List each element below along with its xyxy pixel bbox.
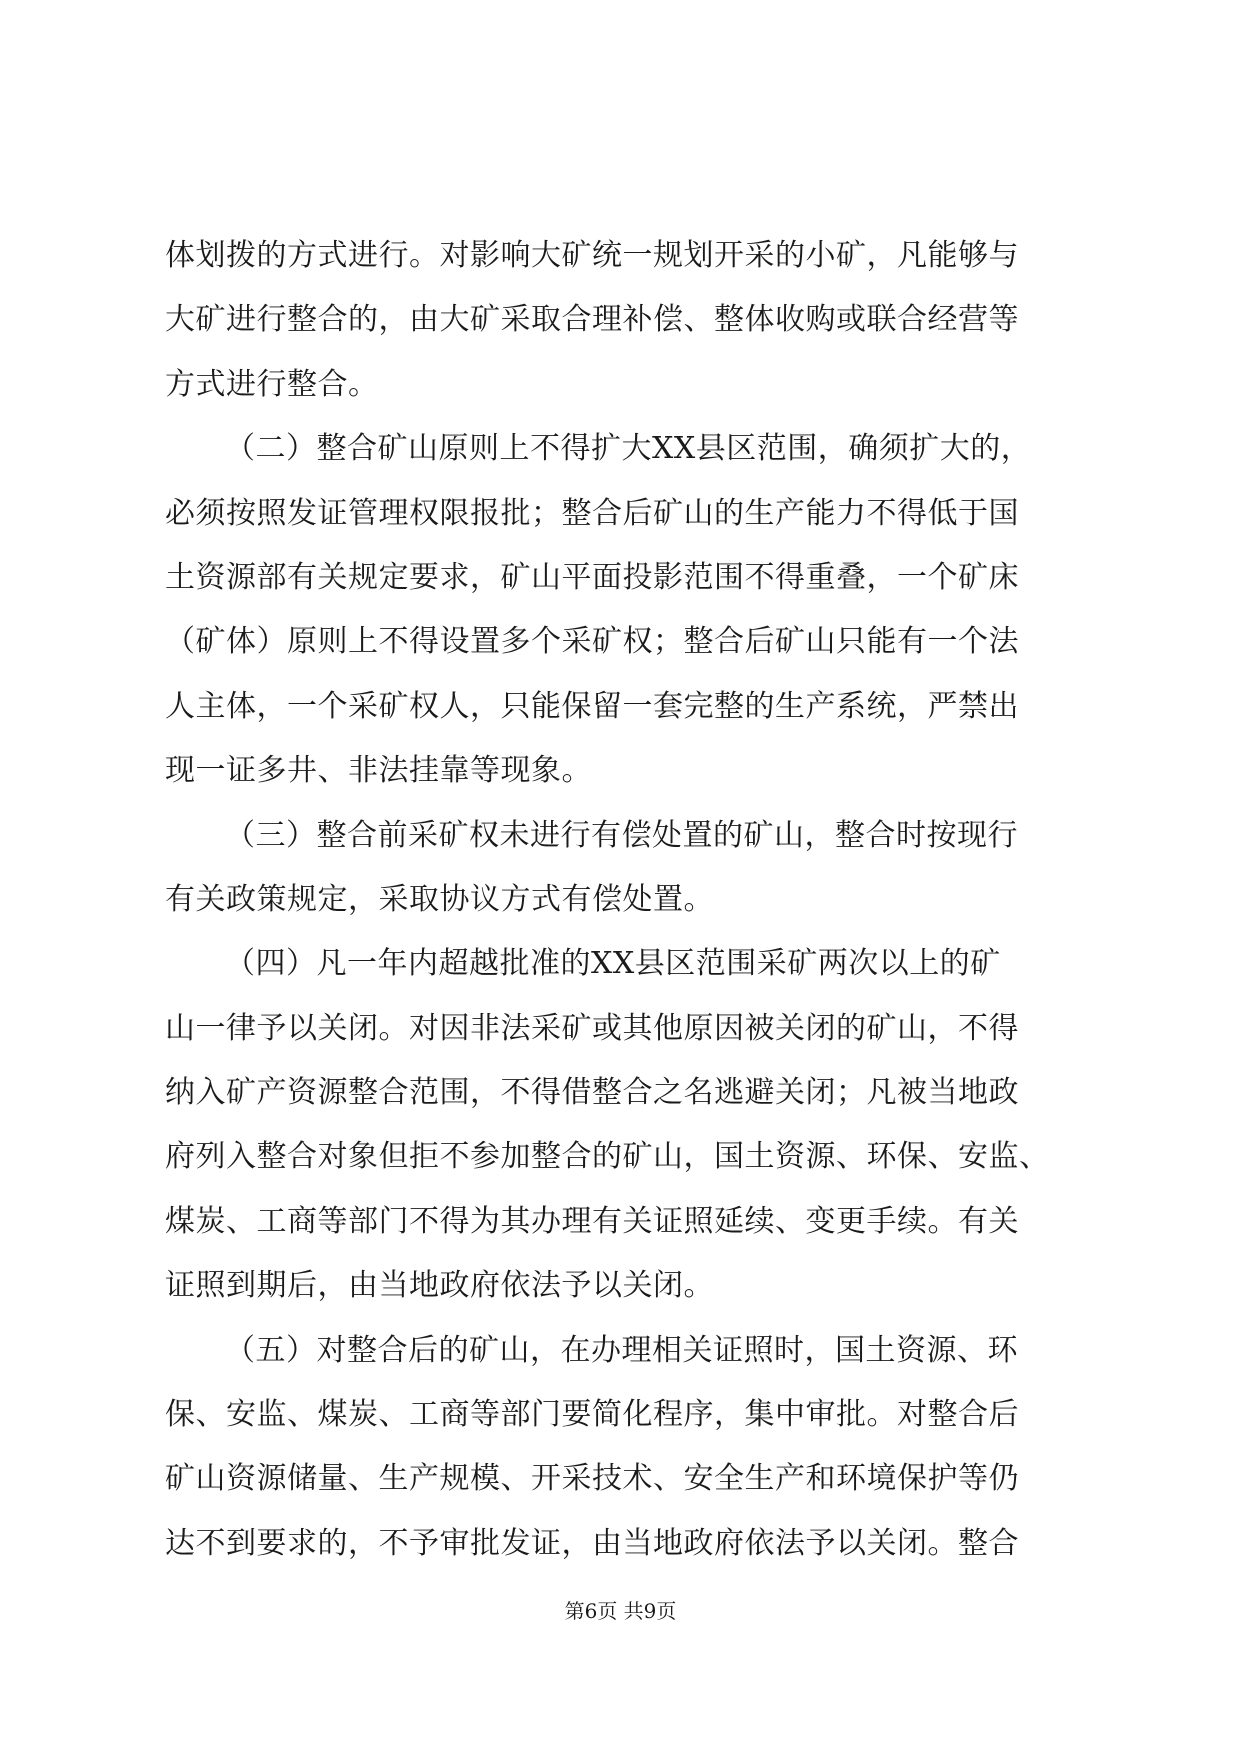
- document-body: [165, 224, 1085, 1576]
- page-footer: 第6页 共9页: [564, 1599, 677, 1623]
- text-line: 方式进行整合。: [165, 366, 379, 402]
- text-line: 府列入整合对象但拒不参加整合的矿山，国土资源、环保、安监、: [165, 1139, 1050, 1175]
- text-line: 保、安监、煤炭、工商等部门要简化程序，集中审批。对整合后: [165, 1397, 1019, 1433]
- text-line: （矿体）原则上不得设置多个采矿权；整合后矿山只能有一个法: [165, 624, 1019, 660]
- text-line: 证照到期后，由当地政府依法予以关闭。: [165, 1268, 714, 1304]
- text-line: 矿山资源储量、生产规模、开采技术、安全生产和环境保护等仍: [165, 1461, 1019, 1497]
- text-line: 现一证多井、非法挂靠等现象。: [165, 753, 592, 789]
- text-line: 煤炭、工商等部门不得为其办理有关证照延续、变更手续。有关: [165, 1203, 1019, 1239]
- text-line: （二）整合矿山原则上不得扩大XX县区范围，确须扩大的，: [225, 431, 1032, 467]
- text-line: （四）凡一年内超越批准的XX县区范围采矿两次以上的矿: [225, 946, 1001, 982]
- text-line: （五）对整合后的矿山，在办理相关证照时，国土资源、环: [225, 1332, 1018, 1368]
- text-line: 有关政策规定，采取协议方式有偿处置。: [165, 881, 714, 917]
- text-line: 纳入矿产资源整合范围，不得借整合之名逃避关闭；凡被当地政: [165, 1075, 1019, 1111]
- text-line: 大矿进行整合的，由大矿采取合理补偿、整体收购或联合经营等: [165, 302, 1019, 338]
- text-line: 土资源部有关规定要求，矿山平面投影范围不得重叠，一个矿床: [165, 559, 1019, 595]
- text-line: 达不到要求的，不予审批发证，由当地政府依法予以关闭。整合: [165, 1525, 1019, 1561]
- text-line: 人主体，一个采矿权人，只能保留一套完整的生产系统，严禁出: [165, 688, 1019, 724]
- text-line: 山一律予以关闭。对因非法采矿或其他原因被关闭的矿山，不得: [165, 1010, 1019, 1046]
- text-line: 必须按照发证管理权限报批；整合后矿山的生产能力不得低于国: [165, 495, 1019, 531]
- text-line: 体划拨的方式进行。对影响大矿统一规划开采的小矿，凡能够与: [165, 238, 1019, 273]
- text-line: （三）整合前采矿权未进行有偿处置的矿山，整合时按现行: [225, 817, 1018, 853]
